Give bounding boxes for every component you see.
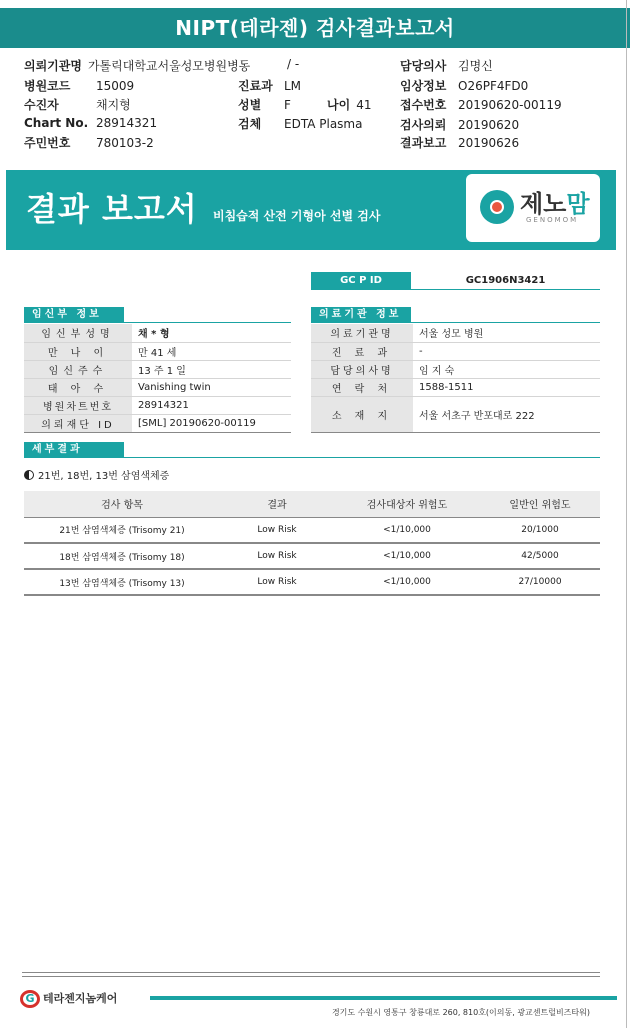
age-row [327,96,371,113]
genomom-logo [466,174,600,242]
gc-pid-label: GC P ID [311,272,411,290]
collector-value: 채지형 [96,98,131,112]
institution-section-rule [311,322,600,323]
result-general-risk: 20/1000 [480,517,600,543]
receipt-no-value: 20190620-00119 [458,98,562,112]
table-row [311,324,600,342]
logo-subtext: GENOMOM [526,216,579,224]
institution-value: 1588-1511 [413,378,600,396]
hospital-label: 의뢰기관명 [24,59,82,73]
results-header-row [24,491,600,517]
institution-value: 임 지 숙 [413,360,600,378]
details-note [24,467,169,482]
pregnancy-key: 의뢰재단 ID [24,414,132,432]
doctor-label: 담당의사 [400,59,447,73]
col-result: 결과 [220,491,334,517]
pregnancy-key: 만 나 이 [24,342,132,360]
table-row [24,324,291,342]
doctor-value: 김명신 [458,59,493,73]
institution-key: 연 락 처 [311,378,413,396]
table-row [24,342,291,360]
specimen-value: EDTA Plasma [284,117,363,131]
institution-key: 의료기관명 [311,324,413,342]
sex-label: 성별 [238,98,262,112]
footer-bar [150,996,617,1000]
table-row [311,378,600,396]
receipt-no-label: 접수번호 [400,98,447,112]
hospital-code-value: 15009 [96,79,135,93]
hospital-code-row [24,77,134,94]
footer-rule-1 [22,972,600,973]
result-subject-risk: <1/10,000 [334,517,480,543]
company-name: 테라젠지놈케어 [43,992,118,1005]
dept-value: LM [284,79,302,93]
result-subject-risk: <1/10,000 [334,569,480,595]
pregnancy-value: 13 주 1 일 [132,360,291,378]
dept-label: 진료과 [238,79,273,93]
clinical-info-row [400,77,528,94]
result-general-risk: 42/5000 [480,543,600,569]
hospital-row [24,57,250,74]
banner-title: 결과 보고서 [26,190,198,228]
pregnancy-table [24,324,291,433]
page-edge [626,0,627,1028]
table-row [24,569,600,595]
report-date-row [400,134,519,151]
result-value: Low Risk [220,543,334,569]
institution-value: 서울 성모 병원 [413,324,600,342]
clinical-info-label: 임상정보 [400,79,447,93]
gc-pid-value: GC1906N3421 [465,275,546,286]
doctor-row [400,57,493,74]
gc-pid-box [311,272,600,290]
table-row [24,543,600,569]
terragen-logo [20,990,117,1008]
pregnancy-key: 임신주수 [24,360,132,378]
institution-value: 서울 서초구 반포대로 222 [413,396,600,432]
institution-table [311,324,600,433]
result-general-risk: 27/10000 [480,569,600,595]
clinical-info-value: O26PF4FD0 [458,79,529,93]
hospital-value: 가톨릭대학교서울성모병원병동 [87,59,251,73]
institution-key: 소 재 지 [311,396,413,432]
table-row [311,396,600,432]
pregnancy-value: 채 * 형 [132,324,291,342]
result-value: Low Risk [220,517,334,543]
collector-row [24,96,131,113]
result-item: 18번 삼염색체증 (Trisomy 18) [24,543,220,569]
table-row [24,414,291,432]
result-item: 21번 삼염색체증 (Trisomy 21) [24,517,220,543]
half-circle-icon [24,470,34,480]
sex-value: F [284,98,291,112]
institution-value: - [413,342,600,360]
chart-no-value: 28914321 [96,116,158,130]
terragen-g-icon: G [20,990,40,1008]
institution-key: 담당의사명 [311,360,413,378]
result-value: Low Risk [220,569,334,595]
table-row [311,342,600,360]
results-table [24,491,600,596]
pregnancy-value: 28914321 [132,396,291,414]
details-section-rule [24,457,600,458]
details-note-text: 21번, 18번, 13번 삼염색체증 [38,471,170,482]
chart-no-label: Chart No. [24,116,89,130]
pregnancy-value: 만 41 세 [132,342,291,360]
table-row [311,360,600,378]
pregnancy-section-title: 임신부 정보 [24,307,124,323]
request-date-row [400,116,519,133]
sex-row [238,96,291,113]
resident-no-value: 780103-2 [96,136,154,150]
logo-text-2: 맘 [566,190,590,218]
table-row [24,396,291,414]
institution-section-title: 의료기관 정보 [311,307,411,323]
pregnancy-value: [SML] 20190620-00119 [132,414,291,432]
table-row [24,360,291,378]
result-item: 13번 삼염색체증 (Trisomy 13) [24,569,220,595]
chart-no-row [24,116,157,130]
col-subject-risk: 검사대상자 위험도 [334,491,480,517]
hospital-extra: / - [287,57,300,71]
table-row [24,517,600,543]
result-subject-risk: <1/10,000 [334,543,480,569]
pregnancy-section-rule [24,322,291,323]
age-label: 나이 [327,98,351,112]
pregnancy-value: Vanishing twin [132,378,291,396]
resident-no-row [24,134,154,151]
report-banner [6,170,616,250]
collector-label: 수진자 [24,98,59,112]
resident-no-label: 주민번호 [24,136,71,150]
institution-key: 진 료 과 [311,342,413,360]
report-date-label: 결과보고 [400,136,447,150]
hospital-code-label: 병원코드 [24,79,71,93]
details-section-title: 세부결과 [24,442,124,458]
col-item: 검사 항목 [24,491,220,517]
table-row [24,378,291,396]
report-date-value: 20190626 [458,136,520,150]
pregnancy-key: 태 아 수 [24,378,132,396]
request-date-label: 검사의뢰 [400,118,447,132]
report-title: NIPT(테라젠) 검사결과보고서 [0,8,630,48]
age-value: 41 [356,98,372,112]
dept-row [238,77,301,94]
specimen-label: 검체 [238,117,262,131]
pregnancy-key: 병원차트번호 [24,396,132,414]
col-general-risk: 일반인 위험도 [480,491,600,517]
footer-rule-2 [22,976,600,977]
mother-baby-icon [480,190,514,224]
banner-subtitle: 비침습적 산전 기형아 선별 검사 [213,209,381,223]
company-address: 경기도 수원시 영통구 창룡대로 260, 810호(이의동, 광교센트럴비즈타워) [331,1008,590,1017]
receipt-no-row [400,96,562,113]
pregnancy-key: 임신부성명 [24,324,132,342]
logo-text-1: 제노 [520,190,567,218]
logo-wordmark [520,184,590,219]
request-date-value: 20190620 [458,118,520,132]
specimen-row [238,115,362,132]
